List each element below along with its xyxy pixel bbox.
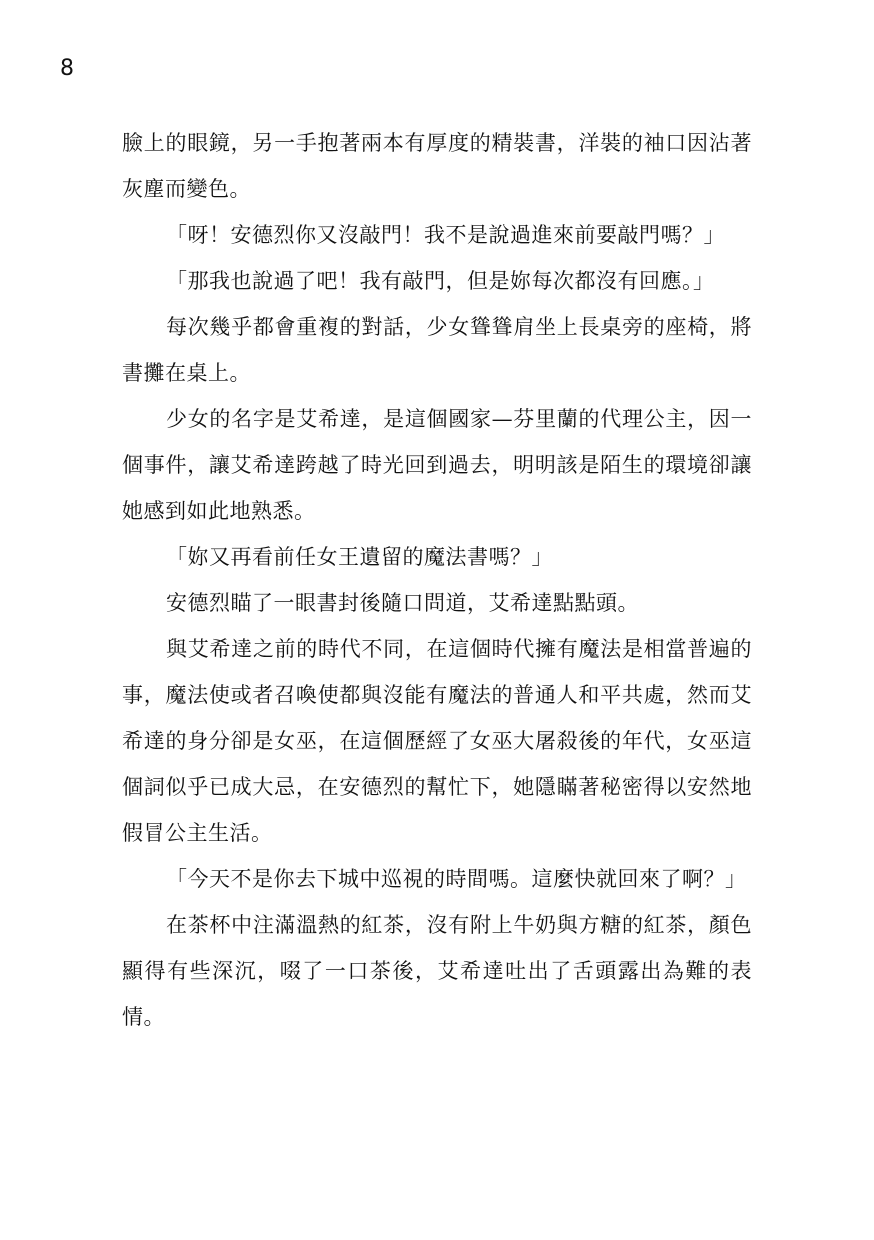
body-text (122, 120, 752, 1040)
paragraph: 安德烈瞄了一眼書封後隨口問道，艾希達點點頭。 (166, 591, 639, 615)
paragraph: 「那我也說過了吧！我有敲門，但是妳每次都沒有回應。」 (166, 269, 715, 293)
paragraph: 「妳又再看前任女王遺留的魔法書嗎？」 (166, 545, 553, 569)
paragraph: 在茶杯中注滿溫熱的紅茶，沒有附上牛奶與方糖的紅茶，顏色顯得有些深沉，啜了一口茶後，艾希達吐出了舌頭露出為難的表情。 (122, 913, 752, 1029)
paragraph: 少女的名字是艾希達，是這個國家—芬里蘭的代理公主，因一個事件，讓艾希達跨越了時光回到過去，明明該是陌生的環境卻讓她感到如此地熟悉。 (122, 407, 752, 523)
paragraph: 「呀！安德烈你又沒敲門！我不是說過進來前要敲門嗎？」 (166, 223, 725, 247)
paragraph: 每次幾乎都會重複的對話，少女聳聳肩坐上長桌旁的座椅，將書攤在桌上。 (122, 315, 752, 385)
paragraph: 與艾希達之前的時代不同，在這個時代擁有魔法是相當普遍的事，魔法使或者召喚使都與沒能有魔法的普通人和平共處，然而艾希達的身分卻是女巫，在這個歷經了女巫大屠殺後的年代，女巫這個詞似乎已成大忌，在安德烈的幫忙下，她隱瞞著秘密得以安然地假冒公主生活。 (122, 637, 752, 845)
page-number: 8 (60, 56, 74, 81)
paragraph: 「今天不是你去下城中巡視的時間嗎。這麼快就回來了啊？」 (166, 867, 747, 891)
paragraph-continuation: 臉上的眼鏡，另一手抱著兩本有厚度的精裝書，洋裝的袖口因沾著灰塵而變色。 (122, 131, 752, 201)
